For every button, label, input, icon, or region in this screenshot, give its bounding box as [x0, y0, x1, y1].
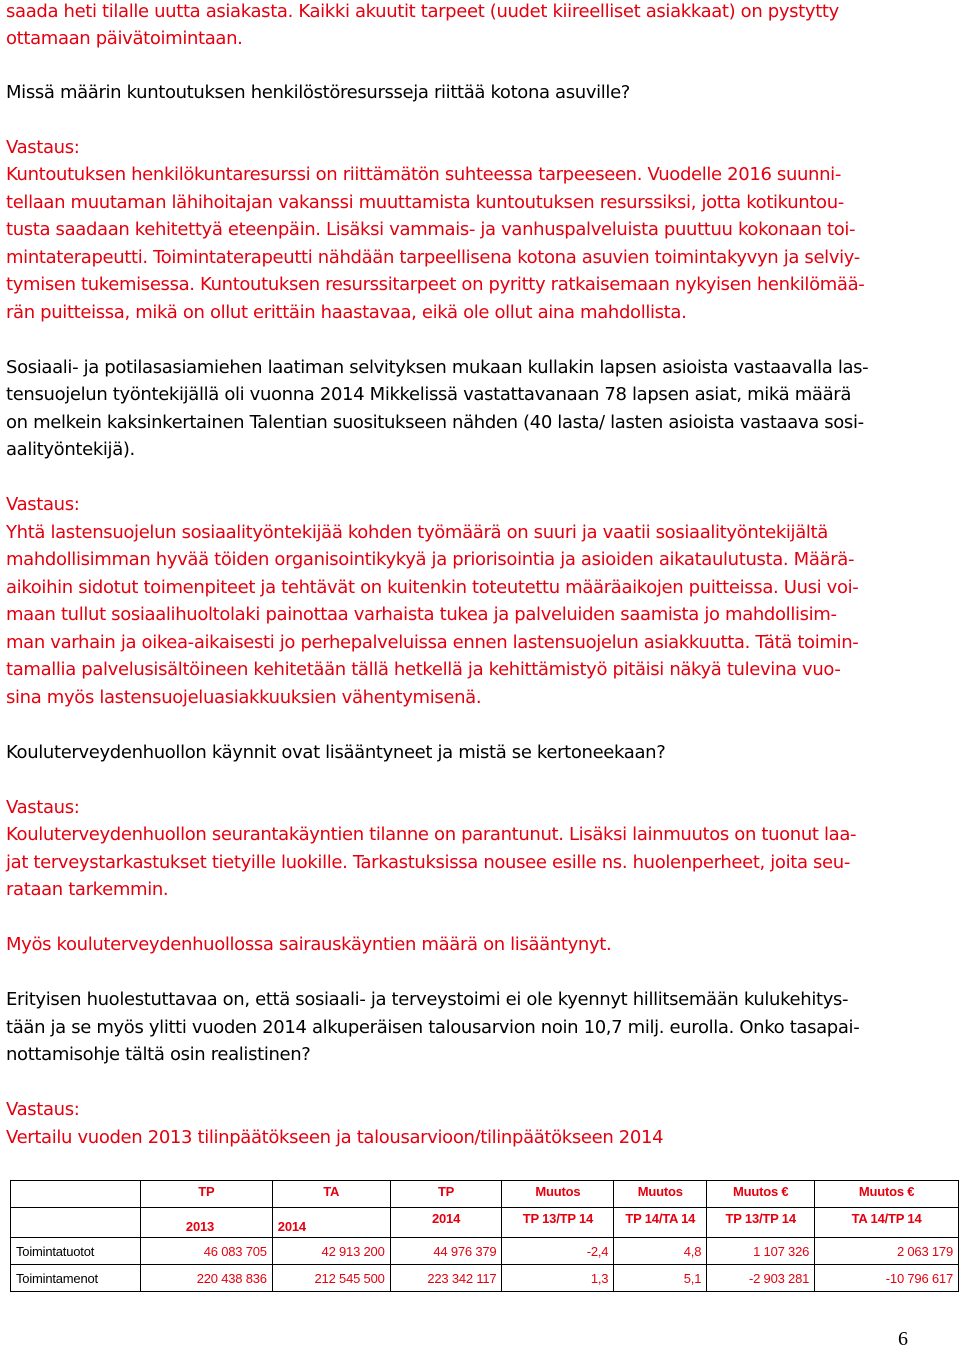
table-cell: 223 342 117 — [390, 1265, 502, 1292]
text-line: tymisen tukemisessa. Kuntoutuksen resurssitarpeet on pyritty ratkaisemaan nykyisen henkilömää- — [6, 274, 865, 295]
header-cell: Muutos — [502, 1181, 614, 1208]
header-cell: TP — [390, 1181, 502, 1208]
answer-label: Vastaus: — [6, 1099, 80, 1120]
table-cell: -2,4 — [502, 1238, 614, 1265]
text-line: tensuojelun työntekijällä oli vuonna 2014 Mikkelissä vastattavanaan 78 lapsen asiat, mikä määrä — [6, 384, 852, 405]
text-line: Vertailu vuoden 2013 tilinpäätökseen ja talousarvioon/tilinpäätökseen 2014 — [6, 1127, 664, 1148]
text-line: jat terveystarkastukset tietyille luokille. Tarkastuksissa nousee esille ns. huolenperheet, joita seu- — [6, 852, 850, 873]
table-cell: 4,8 — [614, 1238, 707, 1265]
text-line: Erityisen huolestuttavaa on, että sosiaali- ja terveystoimi ei ole kyennyt hillitsemään kulukehitys- — [6, 989, 849, 1010]
text-line: saada heti tilalle uutta asiakasta. Kaikki akuutit tarpeet (uudet kiireelliset asiakkaat) on pystytty — [6, 1, 839, 22]
header-cell: TA 14/TP 14 — [815, 1208, 959, 1238]
text-line: man varhain ja oikea-aikaisesti jo perhepalveluissa ennen lastensuojelun asiakkuutta. Tätä toimin- — [6, 632, 859, 653]
row-label: Toimintamenot — [11, 1265, 141, 1292]
table-row — [11, 1265, 959, 1292]
text-line: ottamaan päivätoimintaan. — [6, 28, 243, 49]
text-line: tamallia palvelusisältöineen kehitetään tällä hetkellä ja kehittämistyö pitäisi näkyä tulevina vuo- — [6, 659, 841, 680]
header-cell: Muutos — [614, 1181, 707, 1208]
header-cell: 2014 — [272, 1208, 390, 1238]
text-line: Myös kouluterveydenhuollossa sairauskäyntien määrä on lisääntynyt. — [6, 934, 612, 955]
header-cell: 2014 — [390, 1208, 502, 1238]
text-line: tusta saadaan kehitettyä eteenpäin. Lisäksi vammais- ja vanhuspalveluista puuttuu kokonaan toi- — [6, 219, 856, 240]
text-line: Kouluterveydenhuollon seurantakäyntien tilanne on parantunut. Lisäksi lainmuutos on tuonut laa- — [6, 824, 857, 845]
header-cell: TP 13/TP 14 — [707, 1208, 815, 1238]
table-row — [11, 1238, 959, 1265]
answer-label: Vastaus: — [6, 494, 80, 515]
text-line: aalityöntekijä). — [6, 439, 135, 460]
text-line: Kuntoutuksen henkilökuntaresurssi on riittämätön suhteessa tarpeeseen. Vuodelle 2016 suunni- — [6, 164, 841, 185]
row-label: Toimintatuotot — [11, 1238, 141, 1265]
page-number: 6 — [898, 1328, 908, 1350]
header-cell: TA — [272, 1181, 390, 1208]
text-line: aikoihin sidotut toimenpiteet ja tehtävät on kuitenkin toteutettu määräaikojen puitteissa. Uusi voi- — [6, 577, 859, 598]
table-cell: 46 083 705 — [140, 1238, 272, 1265]
header-cell — [11, 1208, 141, 1238]
header-cell: 2013 — [140, 1208, 272, 1238]
text-line: rän puitteissa, mikä on ollut erittäin haastavaa, eikä ole ollut aina mahdollista. — [6, 302, 687, 323]
text-line: maan tullut sosiaalihuoltolaki painottaa varhaista tukea ja palveluiden saamista jo mahdollisim- — [6, 604, 837, 625]
table-header-row — [11, 1208, 959, 1238]
text-line: mintaterapeutti. Toimintaterapeutti nähdään tarpeellisena kotona asuvien toimintakyvyn ja selviy- — [6, 247, 860, 268]
table-cell: 44 976 379 — [390, 1238, 502, 1265]
text-line: sina myös lastensuojeluasiakkuuksien vähentymisenä. — [6, 687, 482, 708]
table-header-row — [11, 1181, 959, 1208]
header-cell: TP 14/TA 14 — [614, 1208, 707, 1238]
text-line: on melkein kaksinkertainen Talentian suositukseen nähden (40 lasta/ lasten asioista vastaava sosi- — [6, 412, 864, 433]
financial-comparison-table — [10, 1180, 959, 1292]
text-line: Yhtä lastensuojelun sosiaalityöntekijää kohden työmäärä on suuri ja vaatii sosiaalityöntekijältä — [6, 522, 828, 543]
table-cell: -2 903 281 — [707, 1265, 815, 1292]
text-line: nottamisohje tältä osin realistinen? — [6, 1044, 311, 1065]
header-cell: TP — [140, 1181, 272, 1208]
table-cell: 212 545 500 — [272, 1265, 390, 1292]
header-cell: Muutos € — [815, 1181, 959, 1208]
text-line: rataan tarkemmin. — [6, 879, 169, 900]
text-line: Sosiaali- ja potilasasiamiehen laatiman selvityksen mukaan kullakin lapsen asioista vastaavalla las- — [6, 357, 869, 378]
question-line: Missä määrin kuntoutuksen henkilöstöresursseja riittää kotona asuville? — [6, 82, 631, 103]
question-line: Kouluterveydenhuollon käynnit ovat lisääntyneet ja mistä se kertoneekaan? — [6, 742, 666, 763]
header-cell: TP 13/TP 14 — [502, 1208, 614, 1238]
table-cell: 5,1 — [614, 1265, 707, 1292]
header-cell: Muutos € — [707, 1181, 815, 1208]
table-cell: 1 107 326 — [707, 1238, 815, 1265]
table-cell: 1,3 — [502, 1265, 614, 1292]
text-line: tellaan muutaman lähihoitajan vakanssi muuttamista kuntoutuksen resurssiksi, jotta kotikuntou- — [6, 192, 844, 213]
answer-label: Vastaus: — [6, 797, 80, 818]
table-cell: -10 796 617 — [815, 1265, 959, 1292]
table-cell: 2 063 179 — [815, 1238, 959, 1265]
answer-label: Vastaus: — [6, 137, 80, 158]
table-cell: 220 438 836 — [140, 1265, 272, 1292]
table-cell: 42 913 200 — [272, 1238, 390, 1265]
text-line: mahdollisimman hyvää töiden organisointikykyä ja priorisointia ja asioiden aikataulutusta. Määrä- — [6, 549, 855, 570]
header-cell — [11, 1181, 141, 1208]
text-line: tään ja se myös ylitti vuoden 2014 alkuperäisen talousarvion noin 10,7 milj. eurolla. Onko tasapai- — [6, 1017, 860, 1038]
